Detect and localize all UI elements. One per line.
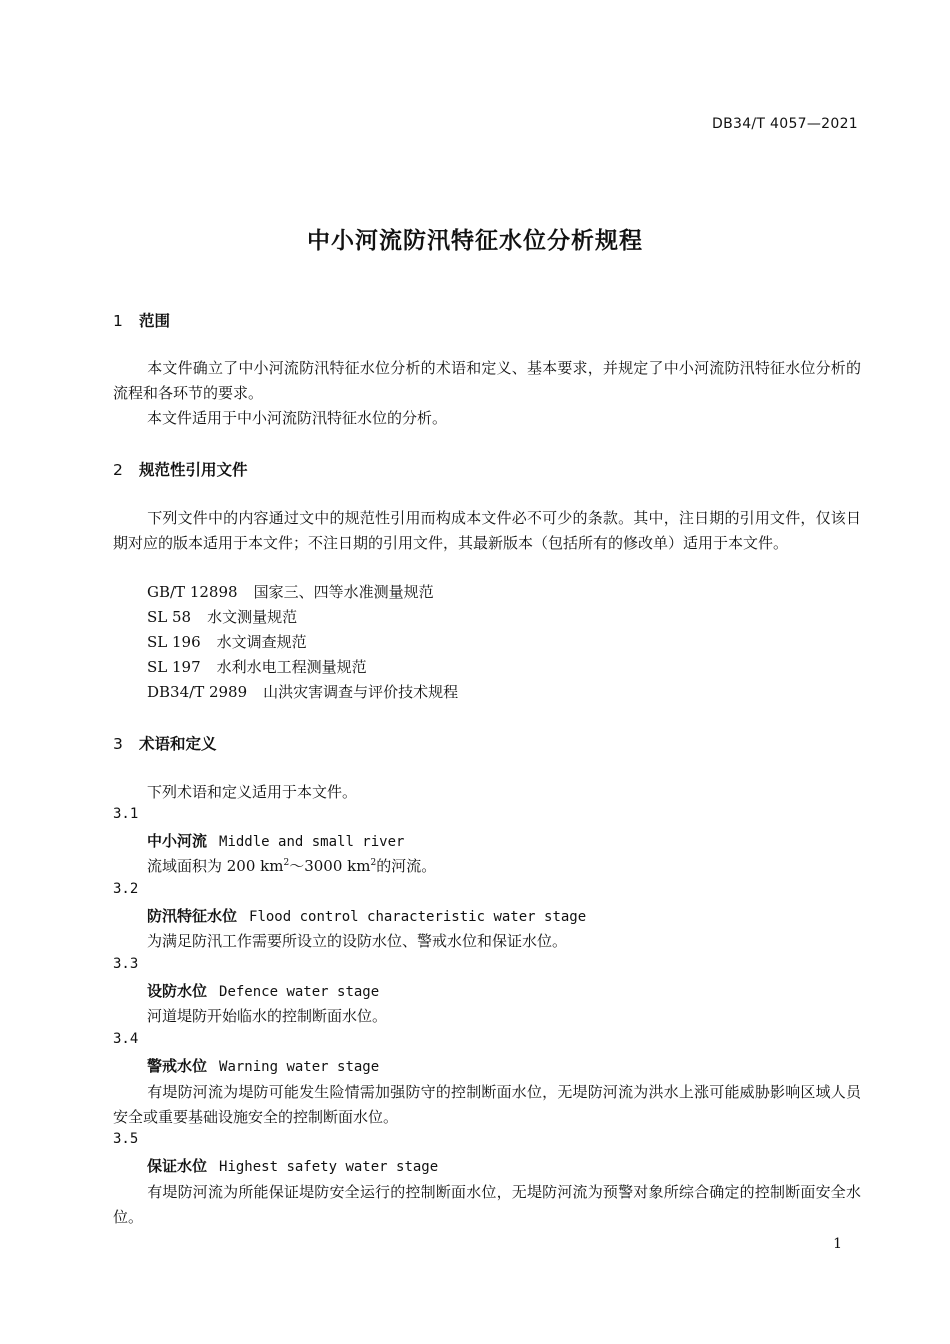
term-english: Warning water stage [219,1059,380,1075]
document-title: 中小河流防汛特征水位分析规程 [307,228,643,254]
paragraph [113,356,861,406]
section-heading-normative-references [113,458,248,480]
term-name: 保证水位 [147,1157,208,1175]
reference-code: SL 196 [147,633,201,651]
reference-title: 水文调查规范 [216,633,307,651]
term-number: 3.2 [113,881,139,897]
reference-title: 水利水电工程测量规范 [216,658,367,676]
section-title: 术语和定义 [139,735,217,753]
term-number: 3.3 [113,956,139,972]
term-english: Flood control characteristic water stage [249,909,587,925]
term-english: Defence water stage [219,984,380,1000]
section-number: 2 [113,461,123,479]
paragraph-text: 本文件确立了中小河流防汛特征水位分析的术语和定义、基本要求，并规定了中小河流防汛特征水位分析的流程和各环节的要求。 [113,359,861,402]
term-number: 3.5 [113,1131,139,1147]
reference-title: 国家三、四等水准测量规范 [253,583,434,601]
reference-code: SL 58 [147,608,192,626]
term-name: 中小河流 [147,832,208,850]
terms-intro: 下列术语和定义适用于本文件。 [147,783,358,801]
definition-text: 有堤防河流为堤防可能发生险情需加强防守的控制断面水位，无堤防河流为洪水上涨可能威胁影响区域人员安全或重要基础设施安全的控制断面水位。 [113,1083,861,1126]
reference-item [147,606,297,627]
definition-text: 流域面积为 200 km [147,857,284,875]
term-english: Middle and small river [219,834,405,850]
reference-code: DB34/T 2989 [147,683,248,701]
term-definition [113,1080,861,1130]
reference-code: SL 197 [147,658,201,676]
term-entry [147,905,586,926]
paragraph [113,506,861,556]
term-number: 3.4 [113,1031,139,1047]
term-name: 防汛特征水位 [147,907,238,925]
reference-item [147,656,367,677]
definition-text: ～3000 km [289,857,371,875]
paragraph-text: 下列文件中的内容通过文中的规范性引用而构成本文件必不可少的条款。其中，注日期的引用文件，仅该日期对应的版本适用于本文件；不注日期的引用文件，其最新版本（包括所有的修改单）适用于本文件。 [113,509,861,552]
term-definition [147,855,436,876]
reference-title: 山洪灾害调查与评价技术规程 [263,683,459,701]
term-number: 3.1 [113,806,139,822]
reference-item [147,681,458,702]
section-title: 规范性引用文件 [139,461,248,479]
term-definition: 为满足防汛工作需要所设立的设防水位、警戒水位和保证水位。 [147,932,568,950]
term-entry [147,1055,379,1076]
reference-title: 水文测量规范 [207,608,298,626]
section-heading-terms-definitions [113,732,217,754]
term-entry [147,980,379,1001]
page-number: 1 [833,1236,842,1252]
term-name: 警戒水位 [147,1057,208,1075]
term-entry [147,830,404,851]
section-title: 范围 [139,312,171,330]
superscript: 2 [283,858,290,868]
section-number: 3 [113,735,123,753]
term-definition [113,1180,861,1230]
section-heading-scope [113,309,170,331]
paragraph [113,406,861,431]
term-english: Highest safety water stage [219,1159,439,1175]
term-name: 设防水位 [147,982,208,1000]
standard-number: DB34/T 4057—2021 [712,116,858,132]
reference-item [147,581,434,602]
superscript: 2 [370,858,377,868]
reference-code: GB/T 12898 [147,583,238,601]
reference-item [147,631,307,652]
section-number: 1 [113,312,123,330]
paragraph-text: 本文件适用于中小河流防汛特征水位的分析。 [147,409,448,427]
term-entry [147,1155,438,1176]
definition-text: 有堤防河流为所能保证堤防安全运行的控制断面水位，无堤防河流为预警对象所综合确定的控制断面安全水位。 [113,1183,861,1226]
term-definition: 河道堤防开始临水的控制断面水位。 [147,1007,388,1025]
definition-text: 的河流。 [376,857,437,875]
